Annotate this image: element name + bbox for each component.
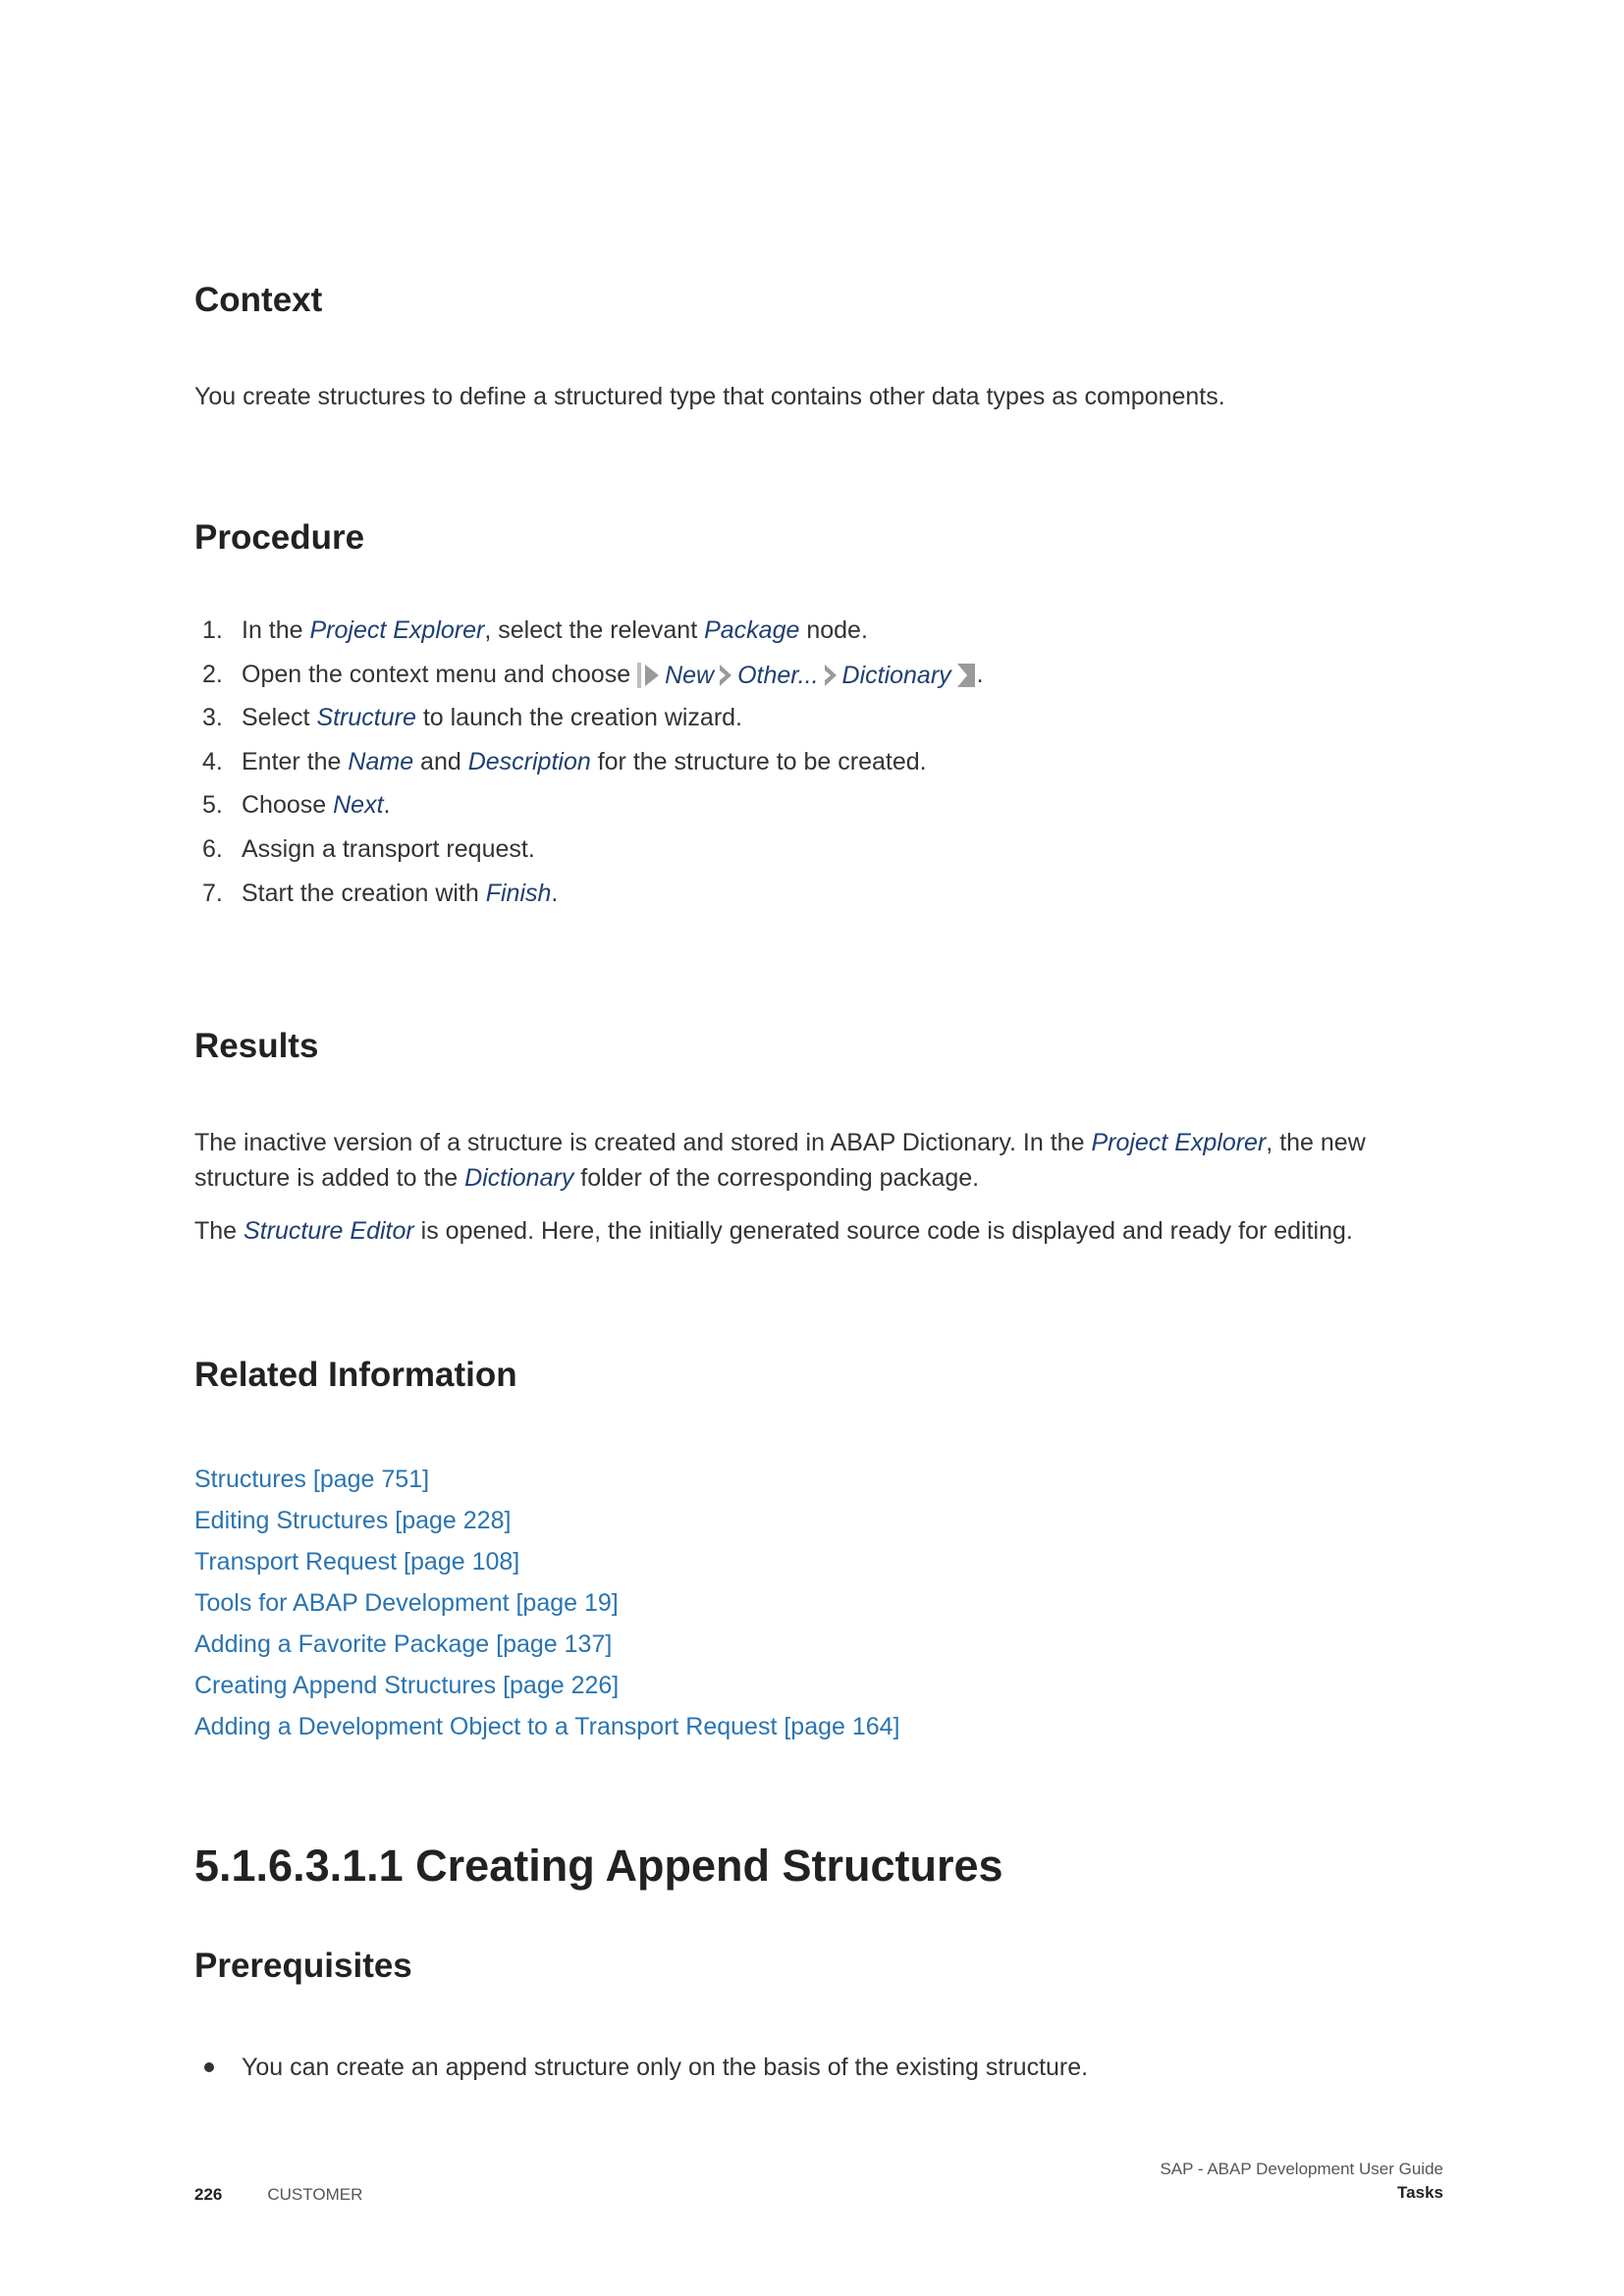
related-link-item — [194, 1665, 900, 1706]
chapter-name: Tasks — [1397, 2183, 1443, 2202]
chapter-title: 5.1.6.3.1.1 Creating Append Structures — [194, 1841, 1003, 1891]
menu-path — [637, 654, 977, 697]
prerequisites-list — [194, 2050, 1088, 2085]
ui-term: Dictionary — [464, 1164, 574, 1192]
prerequisites-heading: Prerequisites — [194, 1947, 412, 1985]
related-link-item — [194, 1624, 900, 1665]
related-link[interactable]: Tools for ABAP Development [page 19] — [194, 1589, 619, 1617]
related-link[interactable]: Adding a Development Object to a Transport Request [page 164] — [194, 1713, 900, 1740]
step-1: 1. In the Project Explorer, select the relevant Package node. — [202, 616, 868, 644]
step-3: 3. Select Structure to launch the creation wizard. — [202, 704, 743, 732]
document-title: SAP - ABAP Development User Guide — [1160, 2160, 1443, 2178]
procedure-steps — [194, 609, 984, 915]
bullet-icon — [204, 2062, 214, 2072]
ui-term: Project Explorer — [1091, 1129, 1267, 1156]
related-link[interactable]: Editing Structures [page 228] — [194, 1507, 512, 1534]
ui-term: Description — [467, 747, 591, 775]
menu-path-other: Other... — [737, 661, 819, 689]
related-information-heading: Related Information — [194, 1356, 517, 1394]
related-link-item — [194, 1706, 900, 1747]
results-paragraph-1: The inactive version of a structure is created and stored in ABAP Dictionary. In the Project Explorer, the new structure is added to the Dictionary folder of the corresponding package. — [194, 1129, 1366, 1192]
related-link[interactable]: Structures [page 751] — [194, 1466, 430, 1493]
procedure-heading: Procedure — [194, 518, 365, 557]
path-start-icon — [637, 661, 661, 690]
list-item: You can create an append structure only on the basis of the existing structure. — [194, 2050, 1088, 2085]
related-link-item — [194, 1582, 900, 1624]
results-heading: Results — [194, 1027, 319, 1065]
path-separator-icon — [718, 661, 733, 690]
results-paragraph-2: The Structure Editor is opened. Here, the initially generated source code is displayed and ready for editing. — [194, 1217, 1353, 1245]
step-6: 6. Assign a transport request. — [202, 834, 535, 863]
menu-path-new: New — [665, 661, 715, 689]
step-2: 2. Open the context menu and choose New Other... Dictionary . — [194, 653, 984, 697]
footer-left — [194, 2185, 362, 2205]
menu-path-dictionary: Dictionary — [841, 661, 951, 689]
ui-term: Finish — [485, 879, 552, 907]
step-7: 7. Start the creation with Finish. — [202, 879, 559, 907]
related-link[interactable]: Adding a Favorite Package [page 137] — [194, 1630, 613, 1658]
footer-right — [1160, 2158, 1443, 2205]
ui-term: Project Explorer — [309, 616, 485, 644]
related-link-item — [194, 1500, 900, 1541]
context-text: You create structures to define a structured type that contains other data types as components. — [194, 383, 1225, 410]
ui-term: Package — [704, 616, 800, 644]
ui-term: Structure — [316, 704, 416, 732]
classification-label: CUSTOMER — [267, 2185, 363, 2204]
ui-term: Structure Editor — [244, 1217, 414, 1245]
ui-term: Next — [333, 791, 384, 820]
step-4: 4. Enter the Name and Description for the structure to be created. — [202, 747, 927, 775]
related-link[interactable]: Creating Append Structures [page 226] — [194, 1672, 620, 1699]
context-heading: Context — [194, 281, 323, 319]
related-link-item — [194, 1459, 900, 1500]
page-number: 226 — [194, 2185, 223, 2204]
related-links-list — [194, 1459, 900, 1747]
step-5: 5. Choose Next. — [202, 791, 391, 820]
path-end-icon — [955, 661, 977, 690]
path-separator-icon — [823, 661, 839, 690]
ui-term: Name — [348, 747, 414, 775]
related-link-item — [194, 1541, 900, 1582]
related-link[interactable]: Transport Request [page 108] — [194, 1548, 520, 1575]
